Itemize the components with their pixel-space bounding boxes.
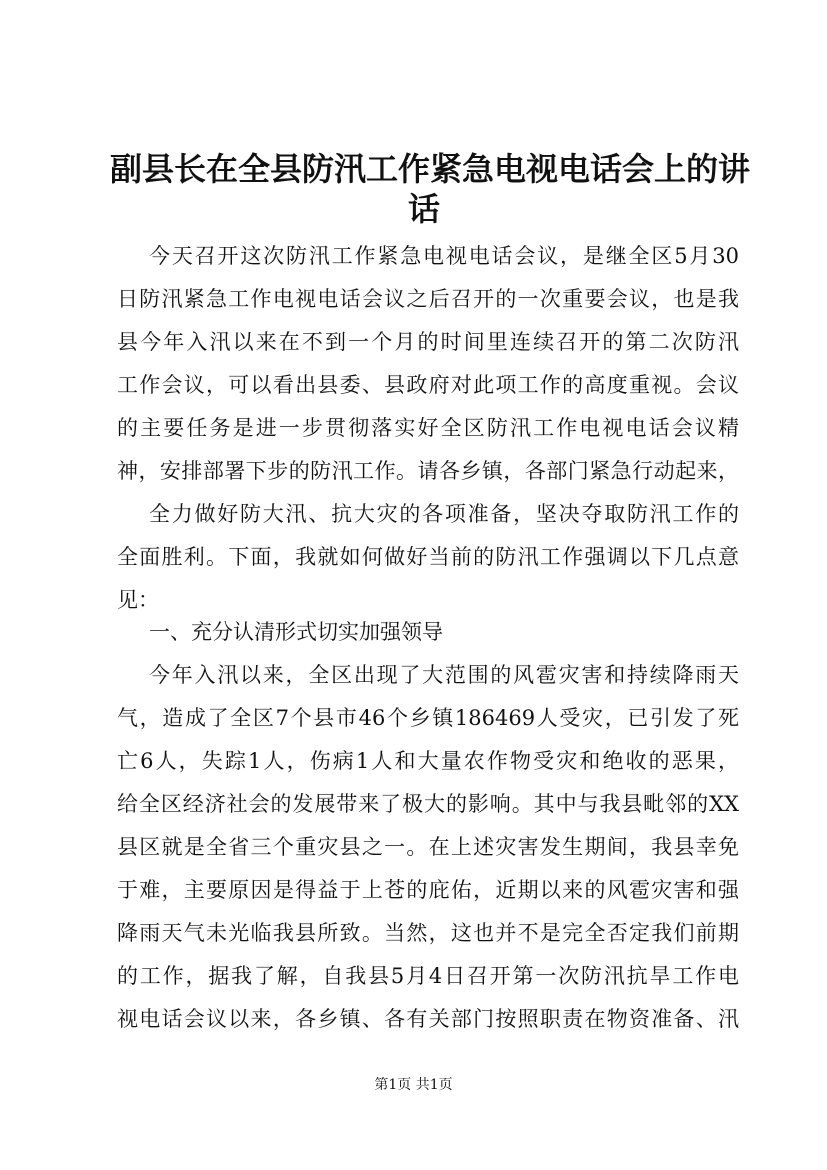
body-line: 工作会议，可以看出县委、县政府对此项工作的高度重视。会议 [117,373,739,397]
body-line: 视电话会议以来，各乡镇、各有关部门按照职责在物资准备、汛 [117,1007,739,1031]
body-line: 今年入汛以来，全区出现了大范围的风雹灾害和持续降雨天 [149,663,739,687]
body-line: 日防汛紧急工作电视电话会议之后召开的一次重要会议，也是我 [117,287,739,311]
body-line: 神，安排部署下步的防汛工作。请各乡镇，各部门紧急行动起来， [117,459,739,483]
body-line: 全面胜利。下面，我就如何做好当前的防汛工作强调以下几点意 [117,545,739,569]
body-line: 见： [117,588,159,612]
body-line: 给全区经济社会的发展带来了极大的影响。其中与我县毗邻的XX [117,792,739,816]
section-heading: 一、充分认清形式切实加强领导 [149,620,443,644]
document-title-line-1: 副县长在全县防汛工作紧急电视电话会上的讲 [110,150,751,188]
document-title-line-2: 话 [407,190,440,228]
body-line: 县今年入汛以来在不到一个月的时间里连续召开的第二次防汛 [117,330,739,354]
body-line: 气，造成了全区7个县市46个乡镇186469人受灾，已引发了死 [117,706,739,730]
body-line: 的主要任务是进一步贯彻落实好全区防汛工作电视电话会议精 [117,416,739,440]
body-line: 县区就是全省三个重灾县之一。在上述灾害发生期间，我县幸免 [117,835,739,859]
page-footer: 第1页 共1页 [374,1077,453,1093]
body-line: 今天召开这次防汛工作紧急电视电话会议，是继全区5月30 [149,244,739,268]
body-line: 降雨天气未光临我县所致。当然，这也并不是完全否定我们前期 [117,921,739,945]
body-line: 全力做好防大汛、抗大灾的各项准备，坚决夺取防汛工作的 [149,502,739,526]
body-line: 的工作，据我了解，自我县5月4日召开第一次防汛抗旱工作电 [117,964,739,988]
body-line: 亡6人，失踪1人，伤病1人和大量农作物受灾和绝收的恶果， [117,749,739,773]
body-line: 于难，主要原因是得益于上苍的庇佑，近期以来的风雹灾害和强 [117,878,739,902]
